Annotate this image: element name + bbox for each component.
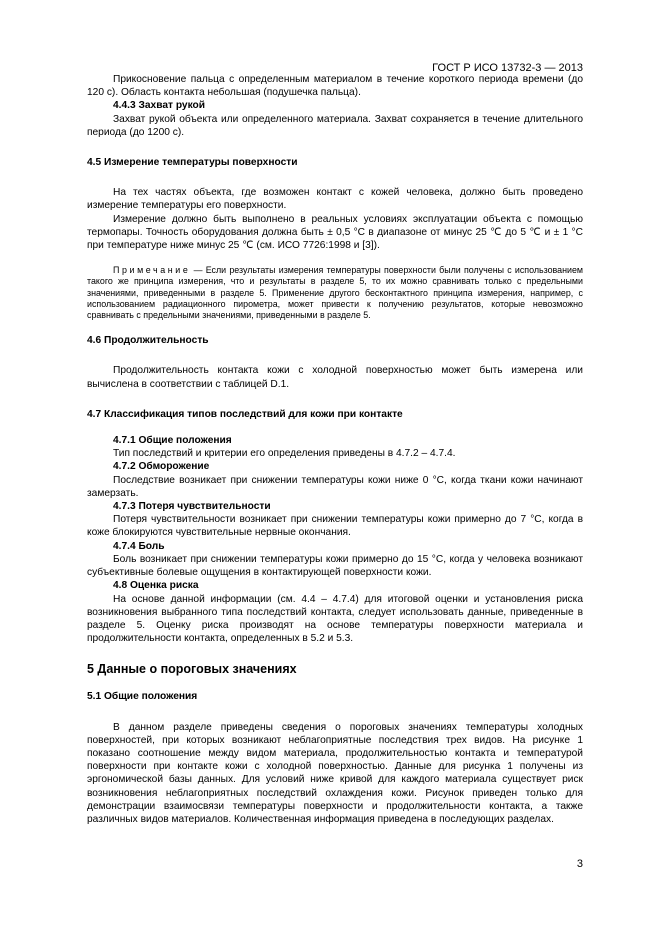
heading-4-7-4: 4.7.4 Боль — [113, 540, 165, 552]
note-label: Примечание — [113, 265, 191, 276]
paragraph: Последствие возникает при снижении температуры кожи ниже 0 °С, когда ткани кожи начинают замерзать. — [87, 474, 583, 499]
paragraph: Тип последствий и критерии его определения приведены в 4.7.2 – 4.7.4. — [113, 448, 456, 460]
paragraph: На основе данной информации (см. 4.4 – 4.7.4) для итоговой оценки и установления риска возникновения выбранного типа последствий контакта, следует использовать данные, приведенные в разделе 5. Оценку риска производят на основе температуры поверхности материала и продолжительности контакта, определенных в 5.2 и 5.3. — [87, 593, 583, 645]
page-number: 3 — [576, 858, 583, 870]
paragraph: Продолжительность контакта кожи с холодной поверхностью может быть измерена или вычислена в соответствии с таблицей D.1. — [87, 365, 583, 390]
paragraph: Измерение должно быть выполнено в реальных условиях эксплуатации объекта с помощью термопары. Точность оборудования должна быть ± 0,5 °С в диапазоне от минус 25 ℃ до 5 ℃ и ± 1 °С при температуре ниже минус 25 ℃ (см. ИСО 7726:1998 и [3]). — [87, 213, 583, 252]
heading-4-8: 4.8 Оценка риска — [113, 580, 199, 592]
heading-4-6: 4.6 Продолжительность — [87, 335, 209, 347]
heading-4-7-2: 4.7.2 Обморожение — [113, 461, 210, 473]
note — [87, 265, 583, 321]
heading-5-1: 5.1 Общие положения — [87, 691, 198, 703]
paragraph: Прикосновение пальца с определенным материалом в течение короткого периода времени (до 120 с). Область контакта небольшая (подушечка пальца). — [87, 74, 583, 99]
heading-5: 5 Данные о пороговых значениях — [87, 662, 297, 677]
standard-header: ГОСТ Р ИСО 13732-3 — 2013 — [432, 62, 583, 74]
page-body — [87, 73, 583, 826]
heading-4-5: 4.5 Измерение температуры поверхности — [87, 157, 298, 169]
heading-4-4-3: 4.4.3 Захват рукой — [113, 100, 206, 112]
heading-4-7: 4.7 Классификация типов последствий для кожи при контакте — [87, 408, 403, 420]
paragraph: На тех частях объекта, где возможен контакт с кожей человека, должно быть проведено измерение температуры его поверхности. — [87, 187, 583, 212]
paragraph: Потеря чувствительности возникает при снижении температуры кожи примерно до 7 °С, когда в коже блокируются чувствительные нервные окончания. — [87, 514, 583, 539]
heading-4-7-3: 4.7.3 Потеря чувствительности — [113, 501, 271, 513]
paragraph: В данном разделе приведены сведения о пороговых значениях температуры холодных поверхностей, при которых возникают неблагоприятные последствия трех видов. На рисунке 1 показано соотношение между видом материала, продолжительностью контакта и температурой поверхности при контакте кожи с холодной поверхностью. Данные для рисунка 1 получены из эргономической базы данных. Для условий ниже кривой для каждого материала существует риск возникновения неблагоприятных последствий охлаждения кожи. Рисунок приведен только для демонстрации взаимосвязи температуры поверхности и продолжительности контакта, а также различных видов материалов. Количественная информация приведена в последующих разделах. — [87, 721, 583, 825]
paragraph: Захват рукой объекта или определенного материала. Захват сохраняется в течение длительного периода (до 1200 с). — [87, 113, 583, 138]
heading-4-7-1: 4.7.1 Общие положения — [113, 435, 232, 447]
note-text: — Если результаты измерения температуры поверхности были получены с использованием такого же принципа измерения, что и результаты в разделе 5, то их можно сравнивать только с предельными значениями, приведенными в разделе 5. Применение другого бесконтактного принципа измерения, например, с использованием радиационного пирометра, может привести к получению результатов, которые невозможно сравнивать с предельными значениями, приведенными в разделе 5. — [87, 265, 583, 321]
paragraph: Боль возникает при снижении температуры кожи примерно до 15 °С, когда у человека возникают субъективные болевые ощущения в контактирующей поверхности кожи. — [87, 553, 583, 579]
